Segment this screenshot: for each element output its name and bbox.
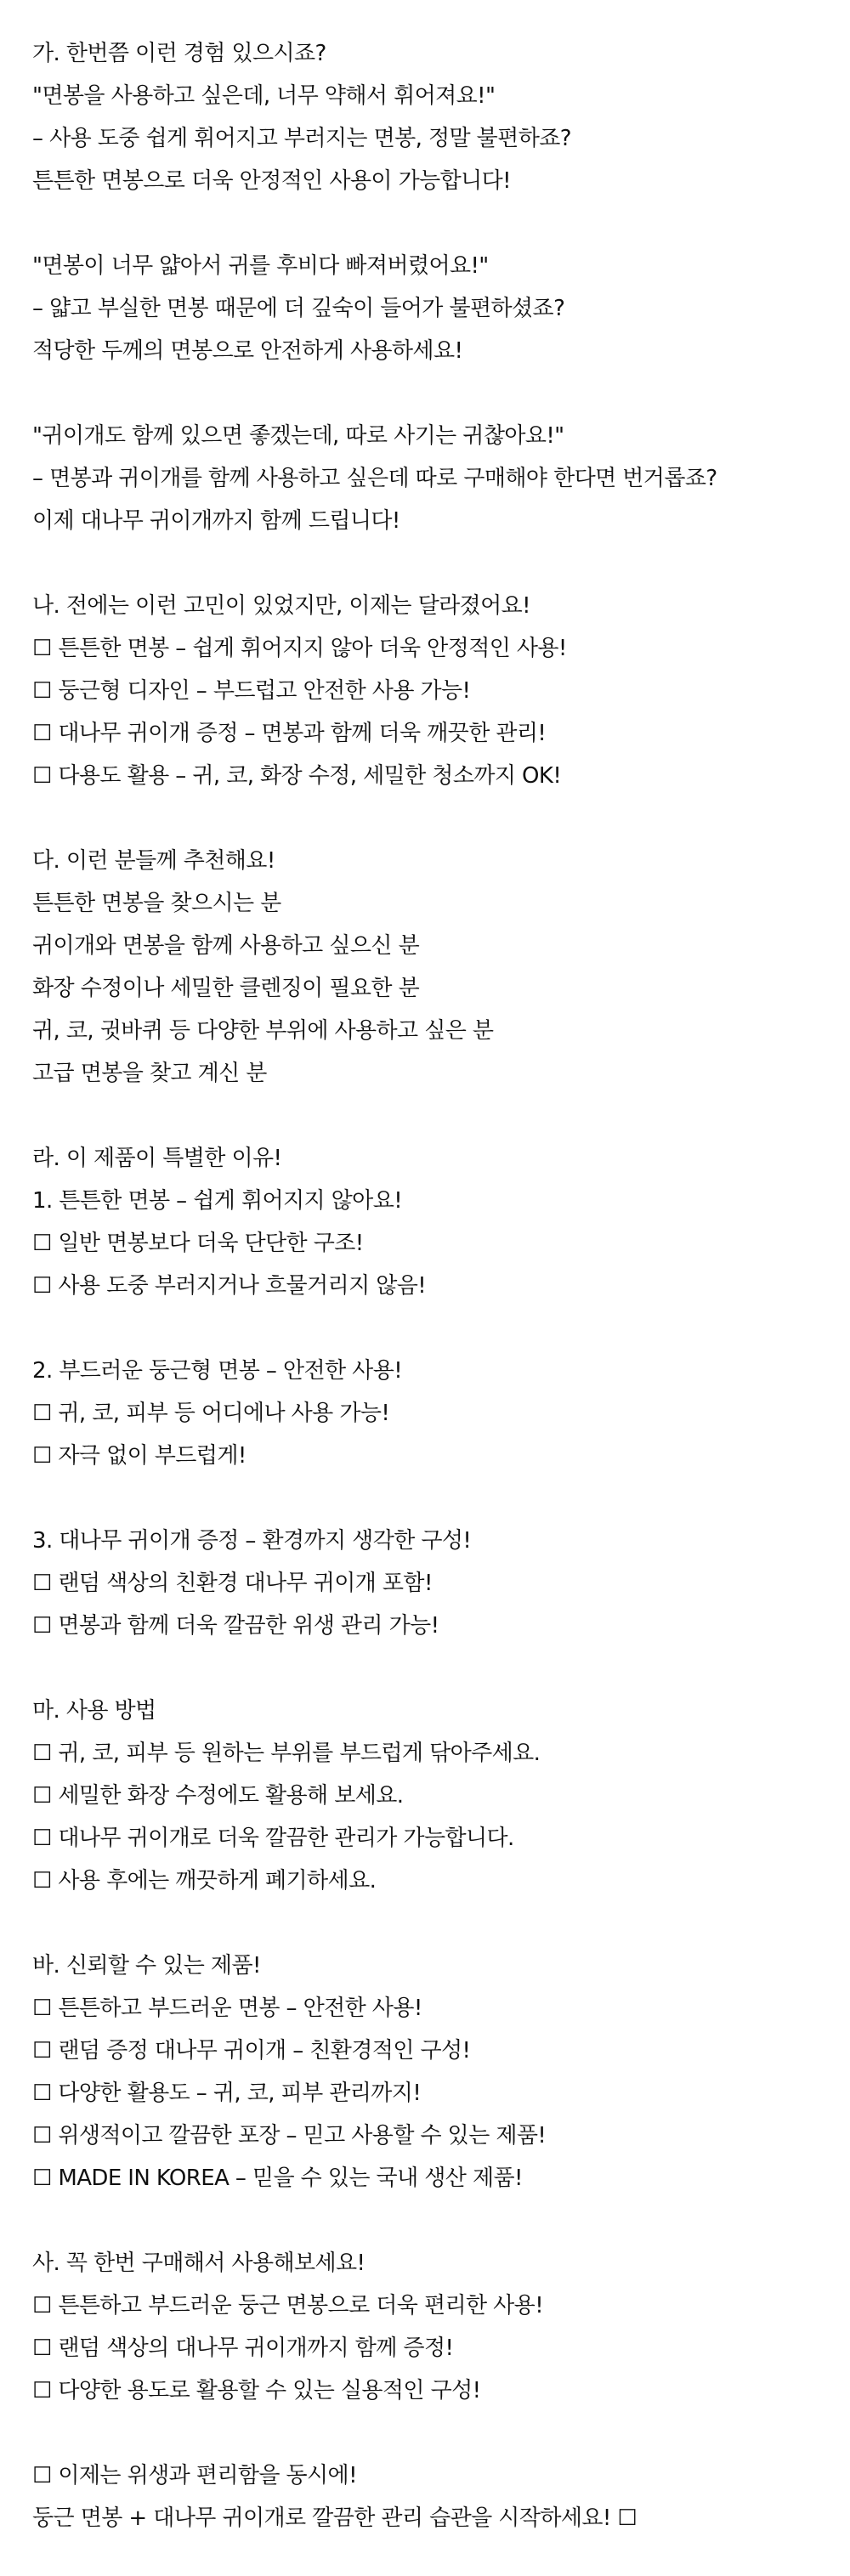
section-heading-line: 가. 한번쯤 이런 경험 있으시죠? [32,41,326,66]
section-heading-line: 바. 신뢰할 수 있는 제품! [32,1953,261,1979]
text-section [32,840,850,1095]
section-spacer [32,2412,850,2454]
text-line: ☐ 자극 없이 부드럽게! [32,1443,246,1469]
text-line: – 면봉과 귀이개를 함께 사용하고 싶은데 따로 구매해야 한다면 번거롭죠? [32,466,717,491]
section-heading-line: 라. 이 제품이 특별한 이유! [32,1146,282,1171]
text-section [32,1520,850,1647]
text-line: 튼튼한 면봉으로 더욱 안정적인 사용이 가능합니다! [32,168,511,194]
text-section [32,1137,850,1307]
section-heading-line: ☐ 이제는 위생과 편리함을 동시에! [32,2463,357,2488]
section-spacer [32,372,850,415]
section-spacer [32,797,850,840]
section-spacer [32,2200,850,2242]
text-line: 이제 대나무 귀이개까지 함께 드립니다! [32,508,400,534]
text-line: – 사용 도중 쉽게 휘어지고 부러지는 면봉, 정말 불편하죠? [32,126,571,151]
text-line: 튼튼한 면봉을 찾으시는 분 [32,891,281,916]
section-heading-line: 2. 부드러운 둥근형 면봉 – 안전한 사용! [32,1358,403,1384]
section-heading-line: 사. 꼭 한번 구매해서 사용해보세요! [32,2250,366,2276]
text-section [32,2242,850,2412]
text-line: 둥근 면봉 + 대나무 귀이개로 깔끔한 관리 습관을 시작하세요! ☐ [32,2505,638,2531]
text-line: "면봉을 사용하고 싶은데, 너무 약해서 휘어져요!" [32,83,496,109]
text-line: ☐ 귀, 코, 피부 등 어디에나 사용 가능! [32,1401,390,1426]
text-line: – 얇고 부실한 면봉 때문에 더 깊숙이 들어가 불편하셨죠? [32,296,565,321]
text-line: ☐ 귀, 코, 피부 등 원하는 부위를 부드럽게 닦아주세요. [32,1741,541,1766]
text-section [32,1690,850,1902]
text-section [32,415,850,542]
text-line: ☐ 다양한 용도로 활용할 수 있는 실용적인 구성! [32,2378,481,2403]
text-line: ☐ 면봉과 함께 더욱 깔끔한 위생 관리 가능! [32,1613,439,1639]
description-body [32,32,850,2539]
text-line: ☐ 랜덤 증정 대나무 귀이개 – 친환경적인 구성! [32,2038,471,2064]
section-spacer [32,1477,850,1520]
text-line: 화장 수정이나 세밀한 클렌징이 필요한 분 [32,976,420,1001]
text-line: ☐ 랜덤 색상의 친환경 대나무 귀이개 포함! [32,1571,433,1596]
text-section [32,585,850,797]
section-heading-line: "귀이개도 함께 있으면 좋겠는데, 따로 사기는 귀찮아요!" [32,423,564,449]
section-heading-line: 3. 대나무 귀이개 증정 – 환경까지 생각한 구성! [32,1528,472,1554]
section-spacer [32,1095,850,1137]
section-spacer [32,1902,850,1945]
text-line: 고급 면봉을 찾고 계신 분 [32,1061,267,1086]
text-line: ☐ 튼튼한 면봉 – 쉽게 휘어지지 않아 더욱 안정적인 사용! [32,636,567,661]
text-section [32,1350,850,1477]
section-heading-line: 마. 사용 방법 [32,1698,156,1724]
section-heading-line: "면봉이 너무 얇아서 귀를 후비다 빠져버렸어요!" [32,253,489,279]
text-line: ☐ 튼튼하고 부드러운 둥근 면봉으로 더욱 편리한 사용! [32,2293,544,2318]
text-section [32,1945,850,2200]
text-line: ☐ 세밀한 화장 수정에도 활용해 보세요. [32,1783,404,1809]
text-line: ☐ 튼튼하고 부드러운 면봉 – 안전한 사용! [32,1996,422,2021]
text-line: ☐ 대나무 귀이개 증정 – 면봉과 함께 더욱 깨끗한 관리! [32,721,547,746]
section-heading-line: 다. 이런 분들께 추천해요! [32,848,275,874]
text-line: 귀이개와 면봉을 함께 사용하고 싶으신 분 [32,933,420,959]
text-line: ☐ 다용도 활용 – 귀, 코, 화장 수정, 세밀한 청소까지 OK! [32,763,562,789]
text-line: 1. 튼튼한 면봉 – 쉽게 휘어지지 않아요! [32,1188,403,1214]
text-line: ☐ 둥근형 디자인 – 부드럽고 안전한 사용 가능! [32,678,471,704]
text-line: ☐ 대나무 귀이개로 더욱 깔끔한 관리가 가능합니다. [32,1826,514,1851]
text-line: 귀, 코, 귓바퀴 등 다양한 부위에 사용하고 싶은 분 [32,1018,494,1044]
text-section [32,2454,850,2539]
text-line: ☐ 일반 면봉보다 더욱 단단한 구조! [32,1231,364,1256]
section-spacer [32,1647,850,1690]
text-line: ☐ 사용 후에는 깨끗하게 폐기하세요. [32,1868,377,1894]
text-line: ☐ 다양한 활용도 – 귀, 코, 피부 관리까지! [32,2081,422,2106]
section-heading-line: 나. 전에는 이런 고민이 있었지만, 이제는 달라졌어요! [32,593,530,619]
text-line: 적당한 두께의 면봉으로 안전하게 사용하세요! [32,338,463,364]
text-section [32,245,850,372]
text-line: ☐ 랜덤 색상의 대나무 귀이개까지 함께 증정! [32,2335,454,2361]
text-line: ☐ MADE IN KOREA – 믿을 수 있는 국내 생산 제품! [32,2166,523,2191]
section-spacer [32,202,850,245]
text-section [32,32,850,202]
text-line: ☐ 사용 도중 부러지거나 흐물거리지 않음! [32,1273,427,1299]
section-spacer [32,1307,850,1350]
section-spacer [32,542,850,585]
text-line: ☐ 위생적이고 깔끔한 포장 – 믿고 사용할 수 있는 제품! [32,2123,547,2149]
